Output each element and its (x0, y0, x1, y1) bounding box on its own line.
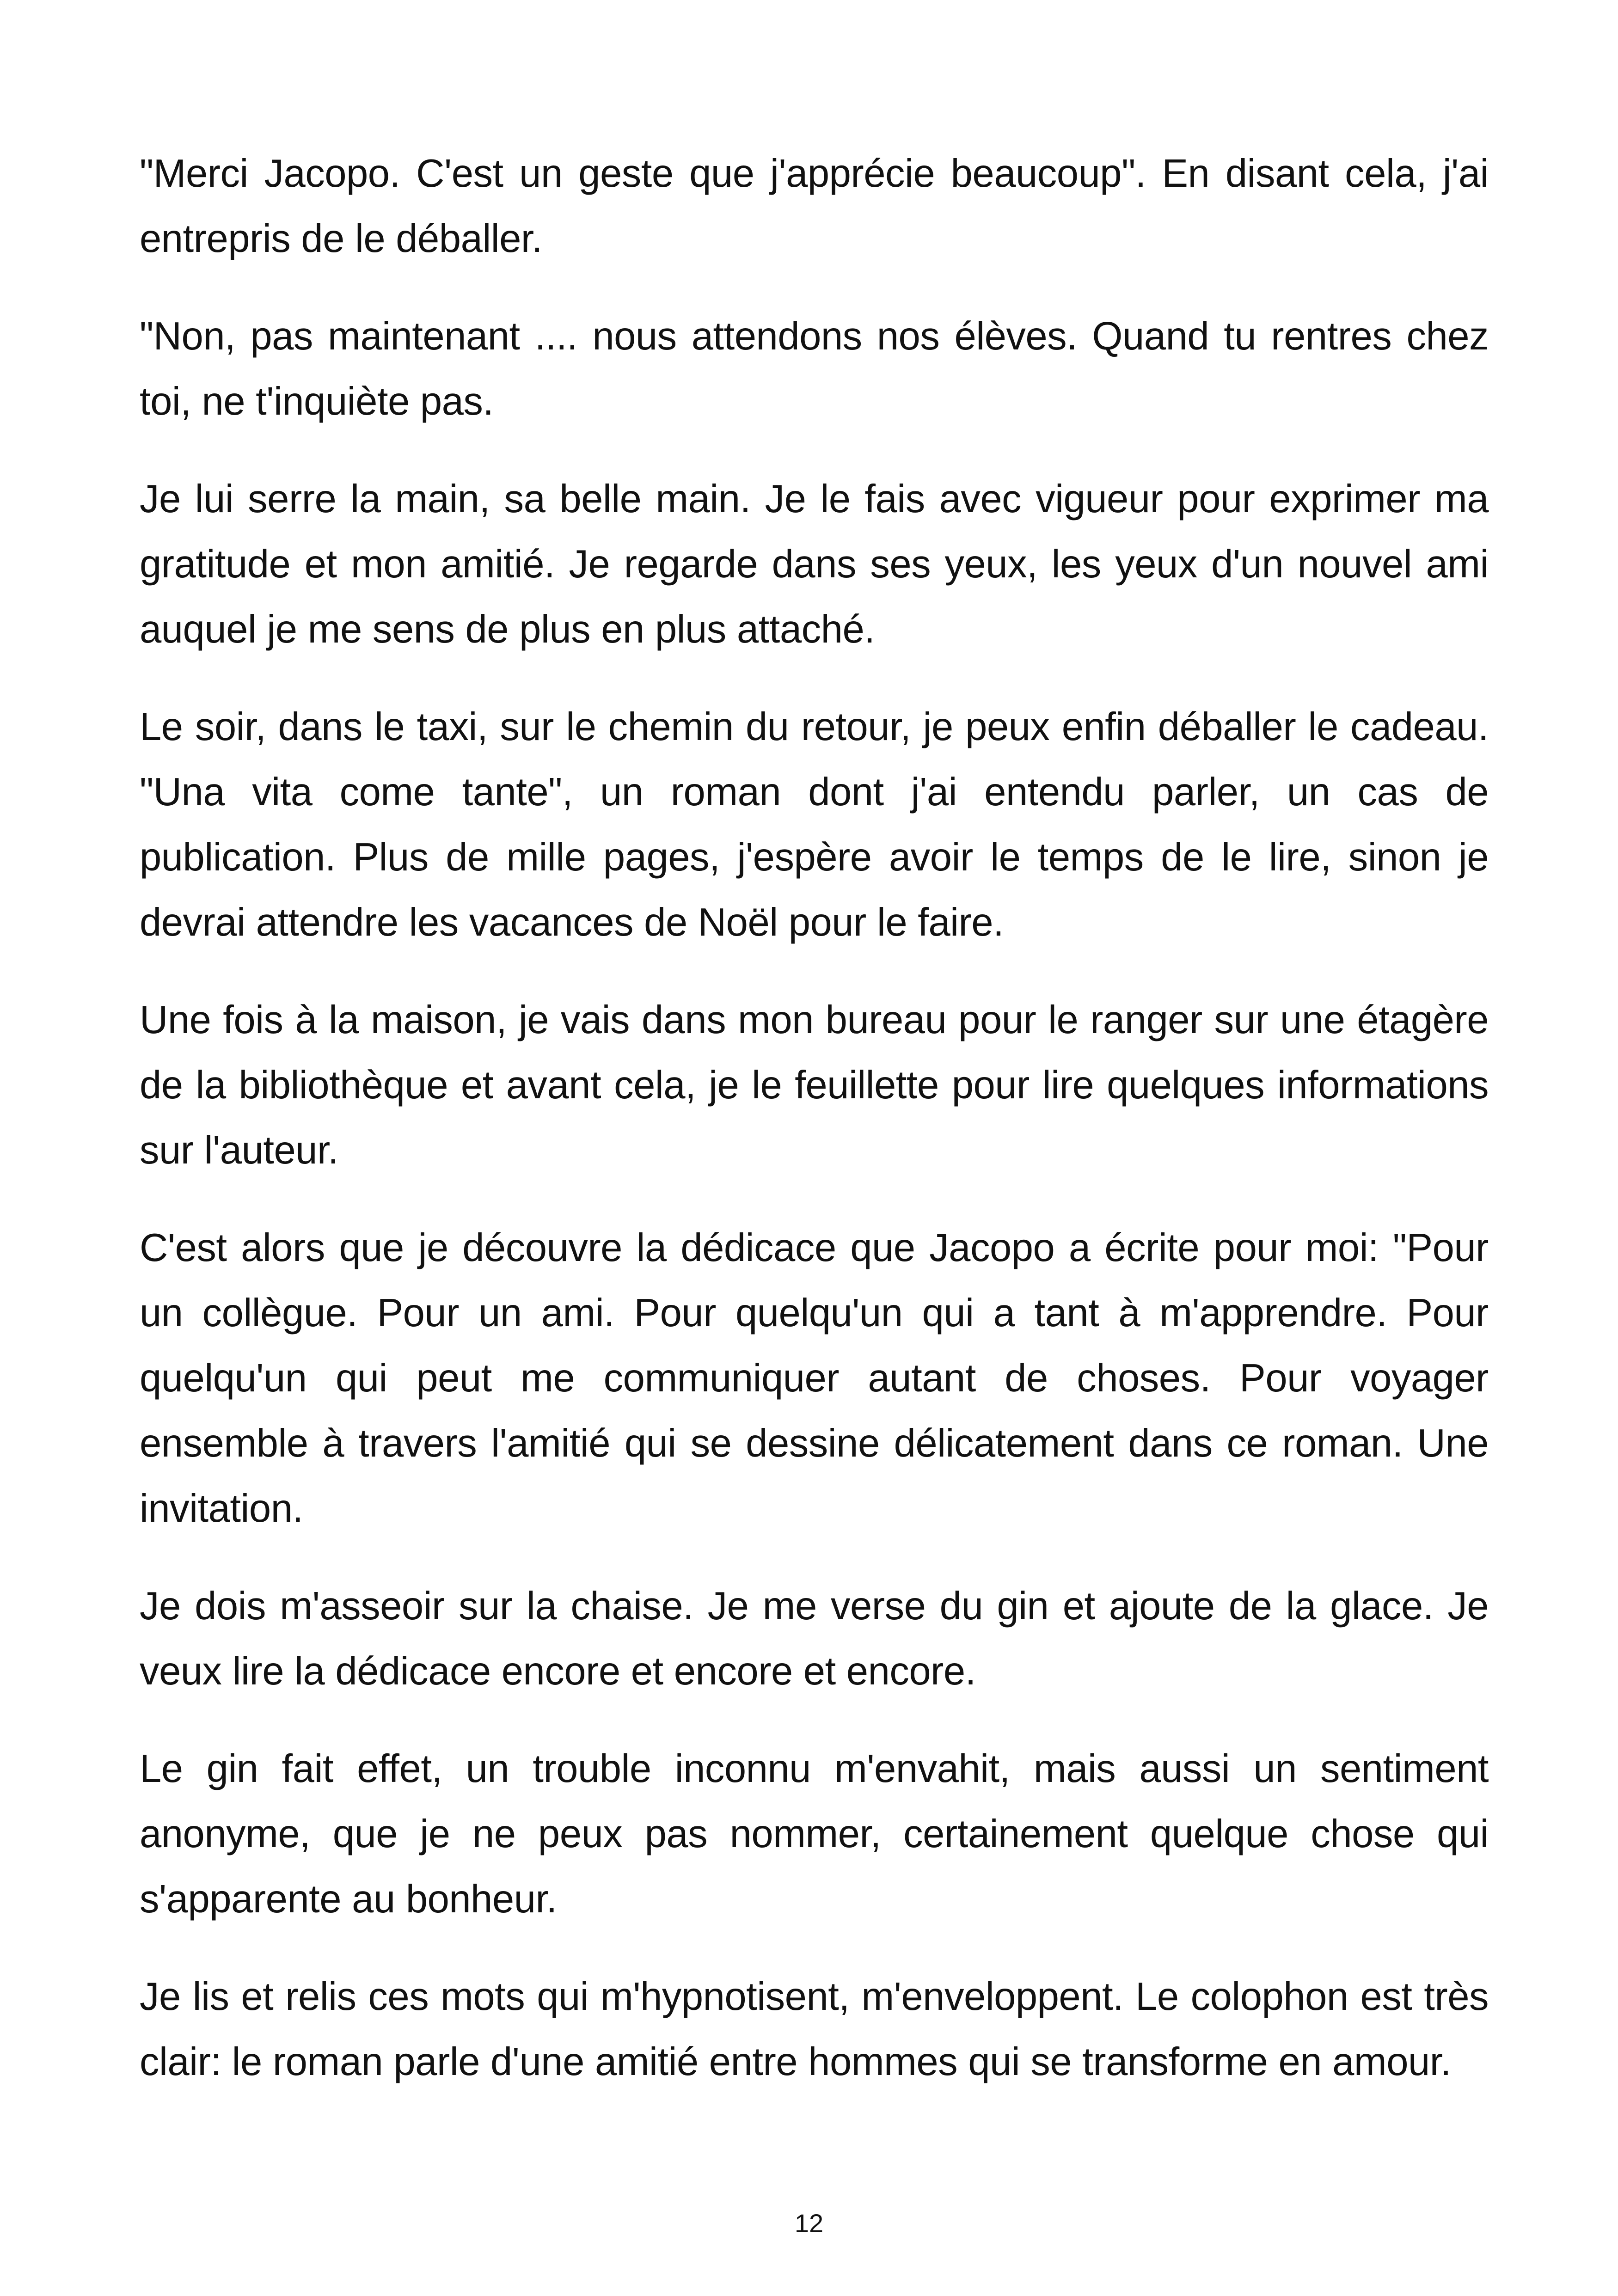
paragraph: Je dois m'asseoir sur la chaise. Je me verse du gin et ajoute de la glace. Je veux lire la dédicace encore et encore et encore. (140, 1584, 1489, 1693)
paragraph: Je lui serre la main, sa belle main. Je le fais avec vigueur pour exprimer ma gratitude et mon amitié. Je regarde dans ses yeux, les yeux d'un nouvel ami auquel je me sens de plus en plus attaché. (140, 477, 1489, 651)
paragraph: "Non, pas maintenant .... nous attendons nos élèves. Quand tu rentres chez toi, ne t'inquiète pas. (140, 314, 1489, 423)
paragraph: Le soir, dans le taxi, sur le chemin du retour, je peux enfin déballer le cadeau. "Una vita come tante", un roman dont j'ai entendu parler, un cas de publication. Plus de mille pages, j'espère avoir le temps de le lire, sinon je devrai attendre les vacances de Noël pour le faire. (140, 705, 1489, 944)
text-body (140, 141, 1489, 2127)
paragraph: "Merci Jacopo. C'est un geste que j'apprécie beaucoup". En disant cela, j'ai entrepris de le déballer. (140, 152, 1489, 261)
page-number: 12 (794, 2209, 824, 2238)
paragraph: Le gin fait effet, un trouble inconnu m'envahit, mais aussi un sentiment anonyme, que je ne peux pas nommer, certainement quelque chose qui s'apparente au bonheur. (140, 1747, 1489, 1921)
paragraph: Une fois à la maison, je vais dans mon bureau pour le ranger sur une étagère de la bibliothèque et avant cela, je le feuillette pour lire quelques informations sur l'auteur. (140, 998, 1489, 1172)
paragraph: Je lis et relis ces mots qui m'hypnotisent, m'enveloppent. Le colophon est très clair: le roman parle d'une amitié entre hommes qui se transforme en amour. (140, 1975, 1489, 2084)
paragraph: C'est alors que je découvre la dédicace que Jacopo a écrite pour moi: "Pour un collègue. Pour un ami. Pour quelqu'un qui a tant à m'apprendre. Pour quelqu'un qui peut me communiquer autant de choses. Pour voyager ensemble à travers l'amitié qui se dessine délicatement dans ce roman. Une invitation. (140, 1226, 1489, 1531)
